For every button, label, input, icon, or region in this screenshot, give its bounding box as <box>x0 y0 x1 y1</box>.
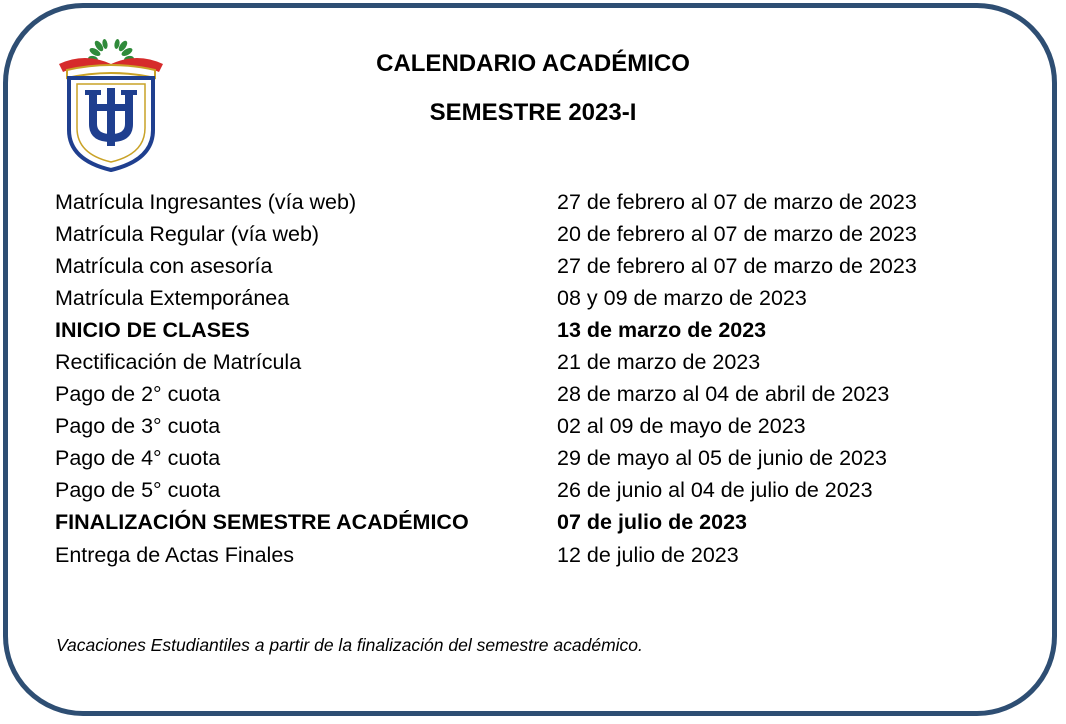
vacation-note: Vacaciones Estudiantiles a partir de la finalización del semestre académico. <box>56 635 643 655</box>
schedule-row <box>55 346 1035 378</box>
schedule-row <box>55 539 1035 571</box>
event-date: 21 de marzo de 2023 <box>557 350 761 375</box>
event-date: 28 de marzo al 04 de abril de 2023 <box>557 382 890 407</box>
event-date: 29 de mayo al 05 de junio de 2023 <box>557 446 887 471</box>
schedule-row <box>55 282 1035 314</box>
schedule-row <box>55 507 1035 539</box>
event-date: 13 de marzo de 2023 <box>557 317 767 342</box>
event-date: 02 al 09 de mayo de 2023 <box>557 414 806 439</box>
schedule-row <box>55 314 1035 346</box>
event-date: 20 de febrero al 07 de marzo de 2023 <box>557 221 917 246</box>
schedule-row <box>55 186 1035 218</box>
event-date: 27 de febrero al 07 de marzo de 2023 <box>557 253 917 278</box>
event-label: Pago de 5° cuota <box>55 478 221 503</box>
schedule-list <box>55 186 1035 571</box>
event-date: 26 de junio al 04 de julio de 2023 <box>557 478 873 503</box>
event-date: 07 de julio de 2023 <box>557 510 748 535</box>
schedule-row <box>55 443 1035 475</box>
event-label: Matrícula Extemporánea <box>55 285 290 310</box>
event-date: 27 de febrero al 07 de marzo de 2023 <box>557 189 917 214</box>
event-label: Entrega de Actas Finales <box>55 542 295 567</box>
page-subtitle: SEMESTRE 2023-I <box>429 99 637 126</box>
event-label: INICIO DE CLASES <box>55 317 250 342</box>
schedule-row <box>55 379 1035 411</box>
schedule-row <box>55 411 1035 443</box>
event-label: Matrícula Regular (vía web) <box>55 221 320 246</box>
event-label: Pago de 4° cuota <box>55 446 221 471</box>
event-label: Matrícula con asesoría <box>55 253 273 278</box>
event-date: 12 de julio de 2023 <box>557 542 739 567</box>
event-label: Matrícula Ingresantes (vía web) <box>55 189 357 214</box>
event-label: FINALIZACIÓN SEMESTRE ACADÉMICO <box>55 510 469 535</box>
schedule-row <box>55 218 1035 250</box>
event-label: Pago de 2° cuota <box>55 382 221 407</box>
event-label: Rectificación de Matrícula <box>55 350 302 375</box>
event-date: 08 y 09 de marzo de 2023 <box>557 285 807 310</box>
schedule-row <box>55 250 1035 282</box>
page-title: CALENDARIO ACADÉMICO <box>376 50 690 77</box>
schedule-row <box>55 475 1035 507</box>
event-label: Pago de 3° cuota <box>55 414 221 439</box>
